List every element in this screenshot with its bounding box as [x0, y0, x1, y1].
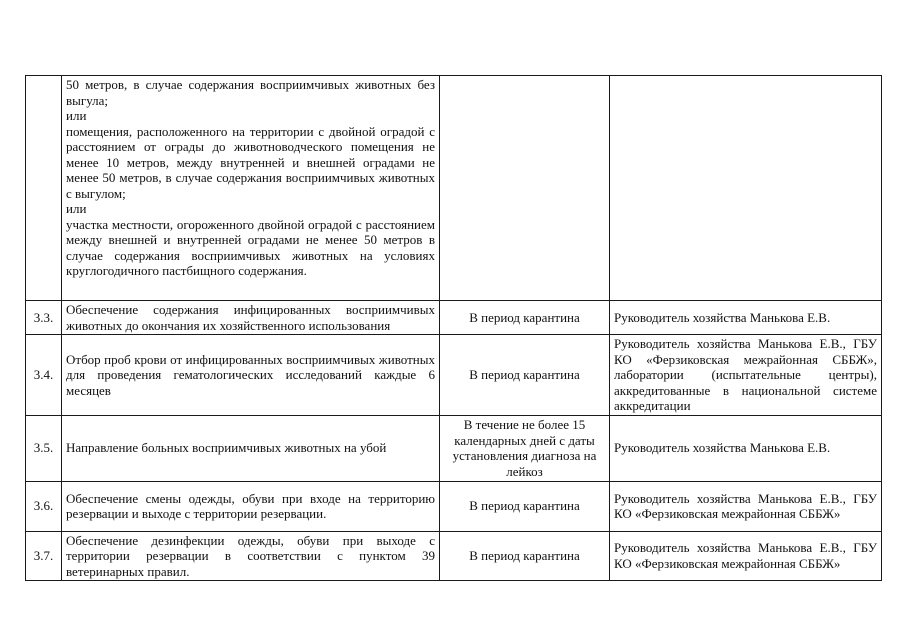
row-number: 3.7. [26, 531, 62, 581]
measures-table [25, 75, 882, 581]
term-text: В период карантина [440, 335, 610, 416]
term-text: В период карантина [440, 481, 610, 531]
term-cell [440, 76, 610, 301]
responsible-text: Руководитель хозяйства Манькова Е.В., ГБУ КО «Ферзиковская межрайонная СББЖ», лаборатории (испытательные центры), аккредитованные в национальной системе аккредитации [610, 335, 882, 416]
table-row [26, 415, 882, 481]
action-cell [62, 76, 440, 301]
term-text: В период карантина [440, 531, 610, 581]
row-number: 3.6. [26, 481, 62, 531]
action-text: Обеспечение смены одежды, обуви при входе на территорию резервации и выходе с территории резервации. [62, 481, 440, 531]
action-text: Обеспечение дезинфекции одежды, обуви при выходе с территории резервации в соответствии с пунктом 39 ветеринарных правил. [62, 531, 440, 581]
responsible-text: Руководитель хозяйства Манькова Е.В., ГБУ КО «Ферзиковская межрайонная СББЖ» [610, 481, 882, 531]
continuation-paragraph: или [66, 108, 87, 123]
action-text: Обеспечение содержания инфицированных восприимчивых животных до окончания их хозяйственного использования [62, 301, 440, 335]
responsible-text: Руководитель хозяйства Манькова Е.В. [610, 301, 882, 335]
row-number: 3.5. [26, 415, 62, 481]
row-number: 3.3. [26, 301, 62, 335]
continuation-paragraph: 50 метров, в случае содержания восприимчивых животных без выгула; [66, 77, 435, 108]
action-text: Отбор проб крови от инфицированных восприимчивых животных для проведения гематологических исследований каждые 6 месяцев [62, 335, 440, 416]
responsible-text: Руководитель хозяйства Манькова Е.В. [610, 415, 882, 481]
row-number-cell [26, 76, 62, 301]
table-row [26, 335, 882, 416]
responsible-text: Руководитель хозяйства Манькова Е.В., ГБУ КО «Ферзиковская межрайонная СББЖ» [610, 531, 882, 581]
table-row [26, 481, 882, 531]
responsible-cell [610, 76, 882, 301]
term-text: В течение не более 15 календарных дней с даты установления диагноза на лейкоз [440, 415, 610, 481]
row-number: 3.4. [26, 335, 62, 416]
action-text: Направление больных восприимчивых животных на убой [62, 415, 440, 481]
table-row-continuation [26, 76, 882, 301]
term-text: В период карантина [440, 301, 610, 335]
table-row [26, 531, 882, 581]
table-row [26, 301, 882, 335]
continuation-paragraph: помещения, расположенного на территории с двойной оградой с расстоянием от ограды до животноводческого помещения не менее 10 метров, между внутренней и внешней оградами не менее 50 метров, в случае содержания восприимчивых животных с выгулом; [66, 123, 435, 201]
continuation-paragraph: участка местности, огороженного двойной оградой с расстоянием между внешней и внутренней оградами не менее 50 метров в случае содержания восприимчивых животных на условиях круглогодичного пастбищного содержания. [66, 216, 435, 278]
continuation-paragraph: или [66, 201, 87, 216]
